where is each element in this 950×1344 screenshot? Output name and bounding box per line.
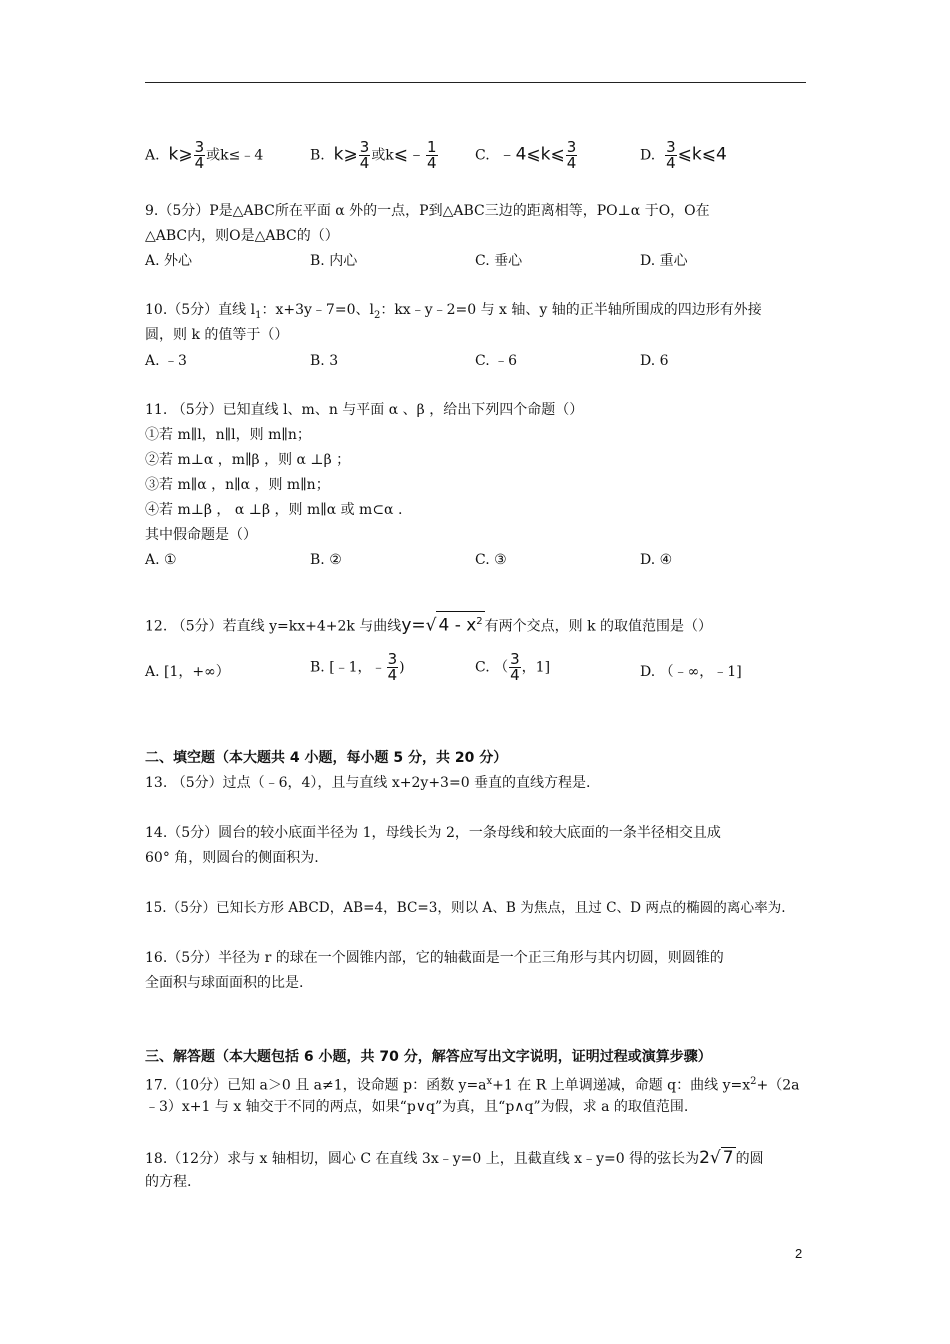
q11-proposition-3: ③若 m∥α ，n∥α ，则 m∥n； [145,477,330,493]
q11-proposition-1: ①若 m∥l，n∥l，则 m∥n； [145,427,311,443]
q18-line-2: 的方程. [145,1174,192,1190]
q8-option-a: A. k⩾ $\frac{3}{4}$ 或k≤﹣4 [145,138,264,172]
q12-option-a: A. [1，+∞） [145,664,230,680]
q15-line: 15.（5分）已知长方形 ABCD，AB=4，BC=3，则以 A、B 为焦点，且过 C、D 两点的椭圆的离心率为. [145,900,786,916]
q10-option-c: C. ﹣6 [475,353,518,369]
q11-proposition-4: ④若 m⊥β ， α ⊥β ，则 m∥α 或 m⊂α . [145,502,403,518]
q17-line-1: 17.（10分）已知 a＞0 且 a≠1，设命题 p：函数 $y=a^x+1$ 在 R 上单调递减，命题 q：曲线 $y=x^2+(2a$ [145,1076,800,1094]
q18-line-1: 18.（12分）求与 x 轴相切，圆心 C 在直线 3x﹣y=0 上，且截直线 x﹣y=0 得的弦长为2√ 7 的圆 [145,1148,764,1168]
page-number: 2 [795,1246,803,1261]
q12-option-d: D. （﹣∞，﹣1] [640,664,742,680]
q8-option-c: C. ﹣4⩽k⩽ $\frac{3}{4}$ [475,138,577,172]
q9-option-d: D. 重心 [640,253,688,269]
q11-option-c: C. ③ [475,552,507,568]
q16-line-2: 全面积与球面面积的比是. [145,975,304,991]
q11-option-d: D. ④ [640,552,673,568]
q10-option-a: A. ﹣3 [145,353,187,369]
q10-line-1: 10.（5分）直线 $l_1$：x+3y﹣7=0、$l_2$：kx﹣y﹣2=0 与 x 轴、y 轴的正半轴所围成的四边形有外接 [145,302,762,321]
q16-line-1: 16.（5分）半径为 r 的球在一个圆锥内部，它的轴截面是一个正三角形与其内切圆，则圆锥的 [145,950,724,966]
q8-option-b: B. k⩾ $\frac{3}{4}$ 或k⩽﹣ $\frac{1}{4}$ [310,138,437,172]
q14-line-2: 60° 角，则圆台的侧面积为. [145,850,319,866]
q11-line-6: 其中假命题是（） [145,527,257,543]
q9-line-2: △ABC内，则O是△ABC的（） [145,228,339,244]
q17-line-2: ﹣3）x+1 与 x 轴交于不同的两点，如果“p∨q”为真，且“p∧q”为假，求 a 的取值范围. [145,1099,689,1115]
q10-line-2: 圆，则 k 的值等于（） [145,327,289,343]
q9-option-c: C. 垂心 [475,253,523,269]
section-2-heading: 二、填空题（本大题共 4 小题，每小题 5 分，共 20 分） [145,750,508,766]
q9-option-b: B. 内心 [310,253,358,269]
q10-option-b: B. 3 [310,353,339,369]
q12-line-1: 12. （5分）若直线 y=kx+4+2k 与曲线y=√ $4 - x^2$ 有两个交点，则 k 的取值范围是（） [145,611,712,637]
q14-line-1: 14.（5分）圆台的较小底面半径为 1，母线长为 2，一条母线和较大底面的一条半径相交且成 [145,825,721,841]
q11-option-a: A. ① [145,552,177,568]
section-3-heading: 三、解答题（本大题包括 6 小题，共 70 分，解答应写出文字说明，证明过程或演算步骤） [145,1049,712,1065]
q11-proposition-2: ②若 m⊥α ，m∥β ，则 α ⊥β ； [145,452,351,468]
header-rule [145,82,806,83]
q11-line-1: 11. （5分）已知直线 l、m、n 与平面 α 、β ，给出下列四个命题（） [145,402,584,418]
q12-option-b: B. [﹣1，﹣ $\frac{3}{4}$ ) [310,650,405,684]
q8-option-d: D. $\frac{3}{4}$ ⩽k⩽4 [640,138,727,172]
q10-option-d: D. 6 [640,353,669,369]
q9-option-a: A. 外心 [145,253,193,269]
q11-option-b: B. ② [310,552,342,568]
q9-line-1: 9.（5分）P是△ABC所在平面 α 外的一点，P到△ABC三边的距离相等，PO⊥α 于O，O在 [145,203,710,219]
q12-option-c: C. （ $\frac{3}{4}$ ，1] [475,650,551,684]
q13-line: 13. （5分）过点（﹣6，4），且与直线 x+2y+3=0 垂直的直线方程是. [145,775,591,791]
